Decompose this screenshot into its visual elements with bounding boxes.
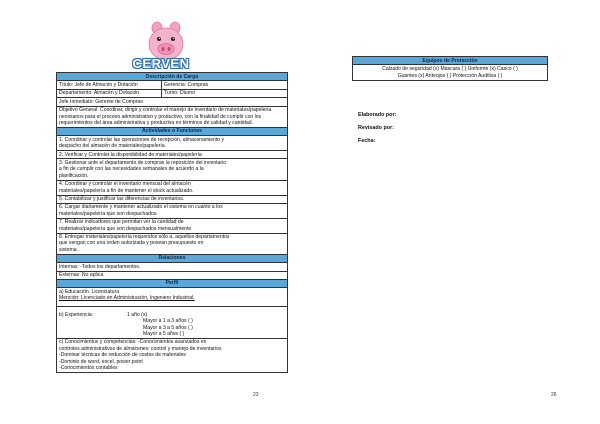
gerencia-cell: Gerencia: Compras bbox=[164, 81, 209, 88]
departamento-cell: Departamento: Almacén y Dotación bbox=[57, 90, 162, 97]
activity-line: materiales/papelería que son despachados. bbox=[59, 210, 158, 217]
row-titulo-gerencia bbox=[57, 81, 287, 89]
activity-line: que vengan con una orden autorizada y posean presupuesto en bbox=[59, 240, 204, 247]
activity-line: 4. Coordinar y controlar el inventario mensual del almacén bbox=[59, 181, 191, 188]
equipos-line-1: Calzado de seguridad (x) Mascara ( ) Uniforme (x) Casco ( ) bbox=[382, 66, 518, 73]
fecha-label: Fecha: bbox=[358, 138, 376, 144]
job-description-table bbox=[56, 72, 288, 373]
activity-item-5 bbox=[57, 196, 287, 204]
activity-line: 8. Entregar materiales/papelería requeridos sólo a, aquellos departamentos bbox=[59, 234, 230, 241]
objetivo-general-row: Objetivo General: Coordinar, dirigir y controlar el manejo de inventario de materiales/papelería necesarios para el proceso administrativo y productivo, con la finalidad de cumplir con los requerimientos del área administrativa y productiva en términos de calidad y cantidad. bbox=[57, 107, 287, 128]
relaciones-internas-row: Internas: -Todos los departamentos. bbox=[57, 263, 287, 271]
conocimientos-line: c) Conocimientos y competencias: -Conocimientos avanzados en bbox=[59, 339, 207, 346]
activity-line: materiales/papelería a fin de mantener el stock actualizado. bbox=[59, 187, 194, 194]
activity-line: 3. Gestionar ante el departamento de compras la reposición del inventario bbox=[59, 159, 227, 166]
activity-item-2 bbox=[57, 151, 287, 159]
section-header-relaciones: Relaciones bbox=[57, 255, 287, 263]
experiencia-option-1: 1 año (x) bbox=[126, 311, 148, 318]
section-header-actividades: Actividades o Funciones bbox=[57, 128, 287, 136]
activity-line: a fin de cumplir con las necesidades semanales de acuerdo a la bbox=[59, 166, 204, 173]
section-header-descripcion: Descripción de Cargo bbox=[57, 73, 287, 81]
activity-line: 5. Contabilizar y justificar las diferencias de inventarios. bbox=[59, 196, 185, 202]
activity-line: materiales/papelería que son despachados mensualmente. bbox=[59, 225, 193, 232]
signature-labels bbox=[358, 112, 396, 151]
conocimientos-line: -Dominar técnicas de reducción de costos de materiales bbox=[59, 352, 186, 359]
activity-line: 2. Verificar y Controlar la disponibilidad de materiales/papelería bbox=[59, 151, 202, 158]
relaciones-externas-row: Externas: No aplica. bbox=[57, 272, 287, 280]
section-header-equipos: Equipos de Protección bbox=[353, 57, 547, 65]
logo-wordmark: CERVEN bbox=[132, 56, 190, 71]
activity-line: 6. Cargar diariamente y mantener actualizado el sistema en cuanto a los bbox=[59, 204, 223, 211]
perfil-experiencia-row bbox=[57, 307, 287, 339]
activity-line: 7. Realizar indicadores que permitan ver la cantidad de bbox=[59, 219, 184, 226]
protection-equipment-table bbox=[352, 56, 548, 81]
turno-cell: Turno: Diurno bbox=[164, 90, 195, 97]
perfil-educacion-row bbox=[57, 288, 287, 307]
experiencia-option-4: Mayor a 5 años ( ) bbox=[143, 330, 185, 337]
row-departamento-turno bbox=[57, 90, 287, 98]
page-number-right: 26 bbox=[551, 392, 557, 398]
conocimientos-line: -Conocimientos contables bbox=[59, 364, 118, 371]
conocimientos-line: controles administrativos de almacenes: control y manejo de inventarios bbox=[59, 345, 222, 352]
mencion-line: Mención: Licenciado en Administración, Ingeniero Industrial. bbox=[59, 295, 195, 302]
activity-item-1 bbox=[57, 136, 287, 151]
activity-line: despacho del almacén de materiales/papelería. bbox=[59, 143, 167, 150]
activity-item-3 bbox=[57, 159, 287, 180]
activity-item-6 bbox=[57, 204, 287, 219]
activity-line: planificación. bbox=[59, 172, 89, 179]
equipos-line-2: Guantes (x) Anteojos ( ) Protección Auditiva ( ) bbox=[397, 72, 503, 79]
activity-item-8 bbox=[57, 234, 287, 255]
experiencia-label-text: b) Experiencia: bbox=[59, 311, 93, 318]
revisado-por-label: Revisado por: bbox=[358, 125, 394, 131]
experiencia-option-2: Mayor a 1 a 3 años ( ) bbox=[143, 318, 193, 325]
activity-item-4 bbox=[57, 181, 287, 196]
experiencia-option-3: Mayor a 3 a 5 años ( ) bbox=[143, 324, 193, 331]
jefe-inmediato-row: Jefe Inmediato: Gerente de Compras bbox=[57, 98, 287, 106]
activity-item-7 bbox=[57, 219, 287, 234]
perfil-conocimientos-row bbox=[57, 339, 287, 372]
elaborado-por-label: Elaborado por: bbox=[358, 112, 397, 118]
titulo-cell: Título: Jefe de Almacén y Dotación bbox=[57, 81, 162, 88]
equipos-body bbox=[353, 65, 547, 80]
activity-line: 1. Coordinar y controlar las operaciones de recepción, almacenamiento y bbox=[59, 136, 225, 143]
page-number-left: 23 bbox=[253, 392, 259, 398]
activity-line: sistema. bbox=[59, 246, 78, 253]
conocimientos-line: -Dominio de word, excel, power point bbox=[59, 358, 143, 365]
educacion-line: a) Educación: Licenciatura bbox=[59, 288, 120, 295]
section-header-perfil: Perfil bbox=[57, 280, 287, 288]
